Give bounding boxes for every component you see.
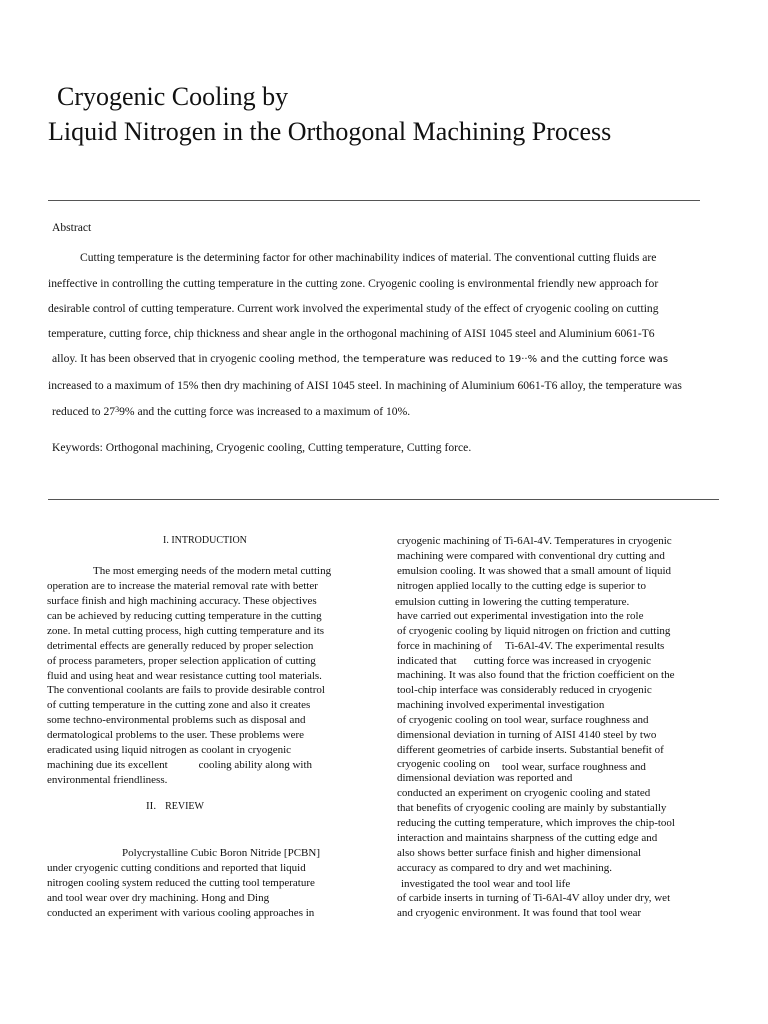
abstract-line [52,352,668,365]
right-col-line: tool-chip interface was considerably reduced in cryogenic [397,684,652,696]
intro-line: The conventional coolants are fails to provide desirable control [47,684,325,696]
right-col-line: reducing the cutting temperature, which improves the chip-tool [397,817,675,829]
intro-line: detrimental effects are generally reduced by proper selection [47,640,314,652]
right-col-line: dimensional deviation was reported and [397,772,573,784]
abstract-line: desirable control of cutting temperature. Current work involved the experimental study of the effect of cryogenic cooling on cutting [48,302,659,315]
right-col-line-part: Ti-6Al-4V. The experimental results [505,640,665,652]
right-col-line: interaction and maintains sharpness of the cutting edge and [397,832,658,844]
intro-heading-num: I. I [163,535,175,546]
right-col-line: of cryogenic cooling by liquid nitrogen on friction and cutting [397,625,671,637]
right-col-line: that benefits of cryogenic cooling are mainly by substantially [397,802,667,814]
intro-line: zone. In metal cutting process, high cutting temperature and its [47,625,325,637]
review-line: and tool wear over dry machining. Hong and Ding [47,892,270,904]
review-line: conducted an experiment with various cooling approaches in [47,907,315,919]
intro-heading [163,534,247,549]
abstract-line: increased to a maximum of 15% then dry machining of AISI 1045 steel. In machining of Aluminium 6061-T6 alloy, the temperature was [48,379,682,392]
review-line: nitrogen cooling system reduced the cutting tool temperature [47,877,315,889]
right-col-line: nitrogen applied locally to the cutting edge is superior to [397,580,646,592]
title-line-2: Liquid Nitrogen in the Orthogonal Machining Process [48,117,612,146]
right-col-line: cryogenic machining of Ti-6Al-4V. Temperatures in cryogenic [397,535,672,547]
intro-line: can be achieved by reducing cutting temperature in the cutting [47,610,322,622]
intro-line-part: machining due its excellent [47,759,168,771]
keywords: Keywords: Orthogonal machining, Cryogenic cooling, Cutting temperature, Cutting force. [52,441,472,454]
right-col-line: have carried out experimental investigation into the role [397,610,644,622]
abstract-line [52,405,410,418]
review-heading [146,799,204,815]
abstract-line: Cutting temperature is the determining factor for other machinability indices of material. The conventional cutting fluids are [80,251,657,264]
right-col-line: accuracy as compared to dry and wet machining. [397,862,613,874]
abstract-line-part: alloy. It has been observed that in cryogenic [52,352,259,365]
right-col-line: investigated the tool wear and tool life [401,878,571,890]
right-col-line: also shows better surface finish and higher dimensional [397,847,642,859]
title-line-1: Cryogenic Cooling by [57,82,289,111]
review-line: Polycrystalline Cubic Boron Nitride [PCBN] [122,847,320,859]
right-col-line-part: cryogenic cooling on [397,758,490,770]
right-col-line-part: indicated that [397,655,457,667]
right-col-line: of carbide inserts in turning of Ti-6Al-4V alloy under dry, wet [397,892,671,904]
review-heading-num: II. [146,800,157,812]
right-col-line: emulsion cutting in lowering the cutting temperature. [395,596,630,608]
right-col-line: conducted an experiment on cryogenic cooling and stated [397,787,651,799]
intro-line: surface finish and high machining accuracy. These objectives [47,595,317,607]
abstract-line-part: reduced to 27 [52,405,116,418]
abstract-line: ineffective in controlling the cutting temperature in the cutting zone. Cryogenic cooling is environmental friendly new approach for [48,277,659,290]
right-col-line-part: tool wear, surface roughness and [501,761,646,773]
abstract-heading: Abstract [52,221,92,234]
right-col-line: emulsion cooling. It was showed that a small amount of liquid [397,565,672,577]
intro-line [47,758,312,773]
section-divider [48,499,719,500]
intro-line: eradicated using liquid nitrogen as coolant in cryogenic [47,744,292,756]
intro-line: some techno-environmental problems such as disposal and [47,714,306,726]
abstract-superscript: 3 [115,405,120,414]
intro-line: fluid and using heat and wear resistance cutting tool materials. [47,670,322,682]
right-col-line: different geometries of carbide inserts. Substantial benefit of [397,744,664,756]
right-col-line: and cryogenic environment. It was found that tool wear [397,907,642,919]
intro-line: dermatological problems to the user. These problems were [47,729,305,741]
right-col-line: machining were compared with conventional dry cutting and [397,550,665,562]
title-divider [48,200,700,201]
intro-line: of process parameters, proper selection application of cutting [47,655,316,667]
right-col-line: machining involved experimental investigation [397,699,605,711]
right-col-line [397,639,664,654]
abstract-line: temperature, cutting force, chip thickness and shear angle in the orthogonal machining of AISI 1045 steel and Aluminium 6061-T6 [48,327,655,340]
right-col-line: machining. It was also found that the friction coefficient on the [397,669,675,681]
intro-line: of cutting temperature in the cutting zone and also it creates [47,699,311,711]
right-col-line: of cryogenic cooling on tool wear, surface roughness and [397,714,649,726]
intro-line: The most emerging needs of the modern metal cutting [93,565,332,577]
intro-line: environmental friendliness. [47,774,168,786]
intro-line: operation are to increase the material removal rate with better [47,580,318,592]
abstract-line-part-sans: cooling method, the temperature was reduced to 19··% and the cutting force was [258,354,669,365]
right-col-line: dimensional deviation in turning of AISI 4140 steel by two [397,729,657,741]
right-col-line-part: force in machining of [397,640,492,652]
abstract-line-part: 9% and the cutting force was increased to a maximum of 10%. [119,405,411,418]
right-col-line [397,654,651,669]
review-heading-text: REVIEW [165,801,204,812]
intro-line-part: cooling ability along with [198,759,313,771]
right-col-line [397,757,646,772]
right-col-line-part: cutting force was increased in cryogenic [473,655,652,667]
review-line: under cryogenic cutting conditions and reported that liquid [47,862,306,874]
intro-heading-text: NTRODUCTION [174,535,247,546]
